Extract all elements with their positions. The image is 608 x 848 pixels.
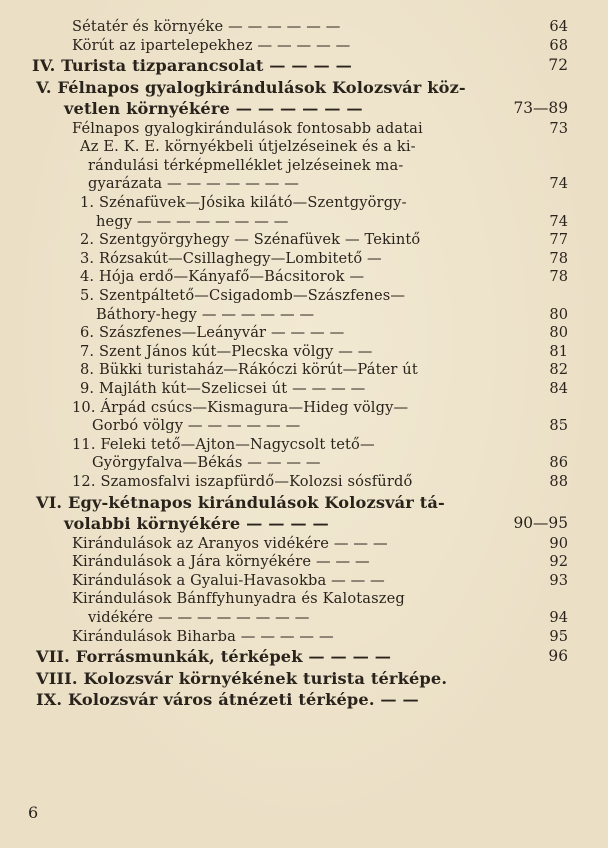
toc-entry-title: V. Félnapos gyalogkirándulások Kolozsvár köz- [36, 77, 466, 97]
toc-entry-title: Gorbó völgy — — — — — — [92, 417, 301, 435]
toc-row [0, 194, 608, 213]
toc-entry-page: 88 [549, 472, 568, 490]
toc-entry-page: 73 [549, 119, 568, 137]
page-number: 6 [28, 803, 39, 822]
toc-entry-page: 74 [549, 212, 568, 230]
toc-entry-page: 95 [549, 627, 568, 645]
toc-entry-title: 6. Szászfenes—Leányvár — — — — [80, 324, 345, 342]
toc-row [0, 324, 608, 343]
toc-entry-title: Kirándulások Bánffyhunyadra és Kalotaszeg [72, 590, 405, 608]
toc-entry-title: 4. Hója erdő—Kányafő—Bácsitorok — [80, 268, 365, 286]
toc-entry-title: Körút az ipartelepekhez — — — — — [72, 36, 351, 54]
toc-entry-title: 3. Rózsakút—Csillaghegy—Lombitető — [80, 249, 382, 267]
toc-entry-page: 86 [549, 454, 568, 472]
toc-row [0, 590, 608, 609]
toc-entry-title: VII. Forrásmunkák, térképek — — — — [36, 647, 392, 667]
toc-row [0, 138, 608, 157]
toc-entry-title: 2. Szentgyörgyhegy — Szénafüvek — Tekintő [80, 231, 421, 249]
toc-entry-page: 72 [548, 56, 568, 75]
toc-row [0, 513, 608, 535]
toc-entry-page: 85 [549, 417, 568, 435]
toc-entry-title: IX. Kolozsvár város átnézeti térképe. — — [36, 690, 419, 710]
toc-entry-title: Sétatér és környéke — — — — — — [72, 18, 341, 35]
toc-row [0, 287, 608, 306]
toc-entry-title: gyarázata — — — — — — — [88, 175, 299, 193]
toc-row [0, 473, 608, 492]
toc-entry-page: 84 [549, 380, 568, 397]
toc-row [0, 55, 608, 77]
toc-entry-title: 8. Bükki turistaház—Rákóczi körút—Páter út [80, 361, 418, 379]
toc-row [0, 157, 608, 176]
toc-entry-page: 93 [549, 571, 568, 589]
toc-row [0, 231, 608, 250]
toc-entry-page: 78 [549, 249, 568, 267]
toc-entry-title: Báthory-hegy — — — — — — [96, 305, 315, 323]
toc-entry-title: Kirándulások Biharba — — — — — [72, 627, 334, 645]
toc-entry-title: IV. Turista tizparancsolat — — — — [32, 56, 352, 76]
toc-entry-page: 74 [549, 175, 568, 193]
toc-entry-title: Györgyfalva—Békás — — — — [92, 454, 321, 472]
toc-entry-page: 90—95 [513, 514, 568, 533]
toc-row [0, 553, 608, 572]
toc-row [0, 646, 608, 668]
toc-entry-page: 81 [549, 342, 568, 360]
toc-row [0, 213, 608, 232]
toc-entry-title: Félnapos gyalogkirándulások fontosabb adatai [72, 119, 423, 137]
toc-entry-title: VI. Egy-kétnapos kirándulások Kolozsvár tá- [36, 492, 445, 512]
toc-row [0, 361, 608, 380]
toc-row [0, 399, 608, 418]
toc-entry-title: 11. Feleki tető—Ajton—Nagycsolt tető— [72, 435, 375, 453]
toc-entry-title: 9. Majláth kút—Szelicsei út — — — — [80, 380, 366, 397]
toc-entry-title: volabbi környékére — — — — [64, 514, 329, 534]
toc-entry-title: VIII. Kolozsvár környékének turista térképe. [36, 668, 448, 688]
toc-entry-page: 82 [549, 361, 568, 379]
toc-row [0, 689, 608, 711]
toc-entry-title: vetlen környékére — — — — — — [64, 99, 363, 119]
toc-entry-title: Kirándulások a Gyalui-Havasokba — — — [72, 571, 385, 589]
toc-row [0, 572, 608, 591]
toc-entry-title: rándulási térképmelléklet jelzéseinek ma- [88, 156, 404, 174]
toc-row [0, 417, 608, 436]
toc-entry-title: Kirándulások az Aranyos vidékére — — — [72, 534, 388, 552]
toc-row [0, 18, 608, 37]
toc-entry-page: 77 [549, 231, 568, 249]
toc-row [0, 268, 608, 287]
toc-entry-page: 90 [549, 534, 568, 552]
toc-entry-page: 94 [549, 608, 568, 626]
toc-row [0, 98, 608, 120]
toc-row [0, 492, 608, 514]
toc-entry-page: 92 [549, 553, 568, 571]
toc-row [0, 306, 608, 325]
toc-entry-title: 5. Szentpáltető—Csigadomb—Szászfenes— [80, 287, 406, 305]
toc-entry-page: 78 [549, 268, 568, 286]
toc-entry-title: vidékére — — — — — — — — [88, 608, 310, 626]
toc-row [0, 454, 608, 473]
toc-row [0, 628, 608, 647]
toc-entry-title: hegy — — — — — — — — [96, 212, 289, 230]
toc-entry-title: 10. Árpád csúcs—Kismagura—Hideg völgy— [72, 398, 409, 416]
table-of-contents [0, 18, 608, 711]
toc-entry-page: 64 [549, 18, 568, 35]
toc-row [0, 668, 608, 690]
toc-row [0, 120, 608, 139]
toc-row [0, 609, 608, 628]
toc-entry-title: 1. Szénafüvek—Jósika kilátó—Szentgyörgy- [80, 194, 407, 212]
toc-row [0, 250, 608, 269]
toc-entry-title: 12. Szamosfalvi iszapfürdő—Kolozsi sósfürdő [72, 472, 413, 490]
toc-row [0, 77, 608, 99]
toc-entry-page: 80 [549, 324, 568, 342]
toc-entry-title: 7. Szent János kút—Plecska völgy — — [80, 342, 373, 360]
toc-entry-page: 80 [549, 305, 568, 323]
toc-entry-title: Kirándulások a Jára környékére — — — [72, 553, 370, 571]
toc-entry-page: 73—89 [513, 99, 568, 118]
toc-entry-page: 96 [548, 647, 568, 666]
toc-row [0, 436, 608, 455]
toc-row [0, 535, 608, 554]
toc-row [0, 37, 608, 56]
toc-row [0, 175, 608, 194]
toc-entry-title: Az E. K. E. környékbeli útjelzéseinek és a ki- [80, 138, 416, 156]
toc-entry-page: 68 [549, 36, 568, 54]
toc-row [0, 380, 608, 399]
toc-row [0, 343, 608, 362]
